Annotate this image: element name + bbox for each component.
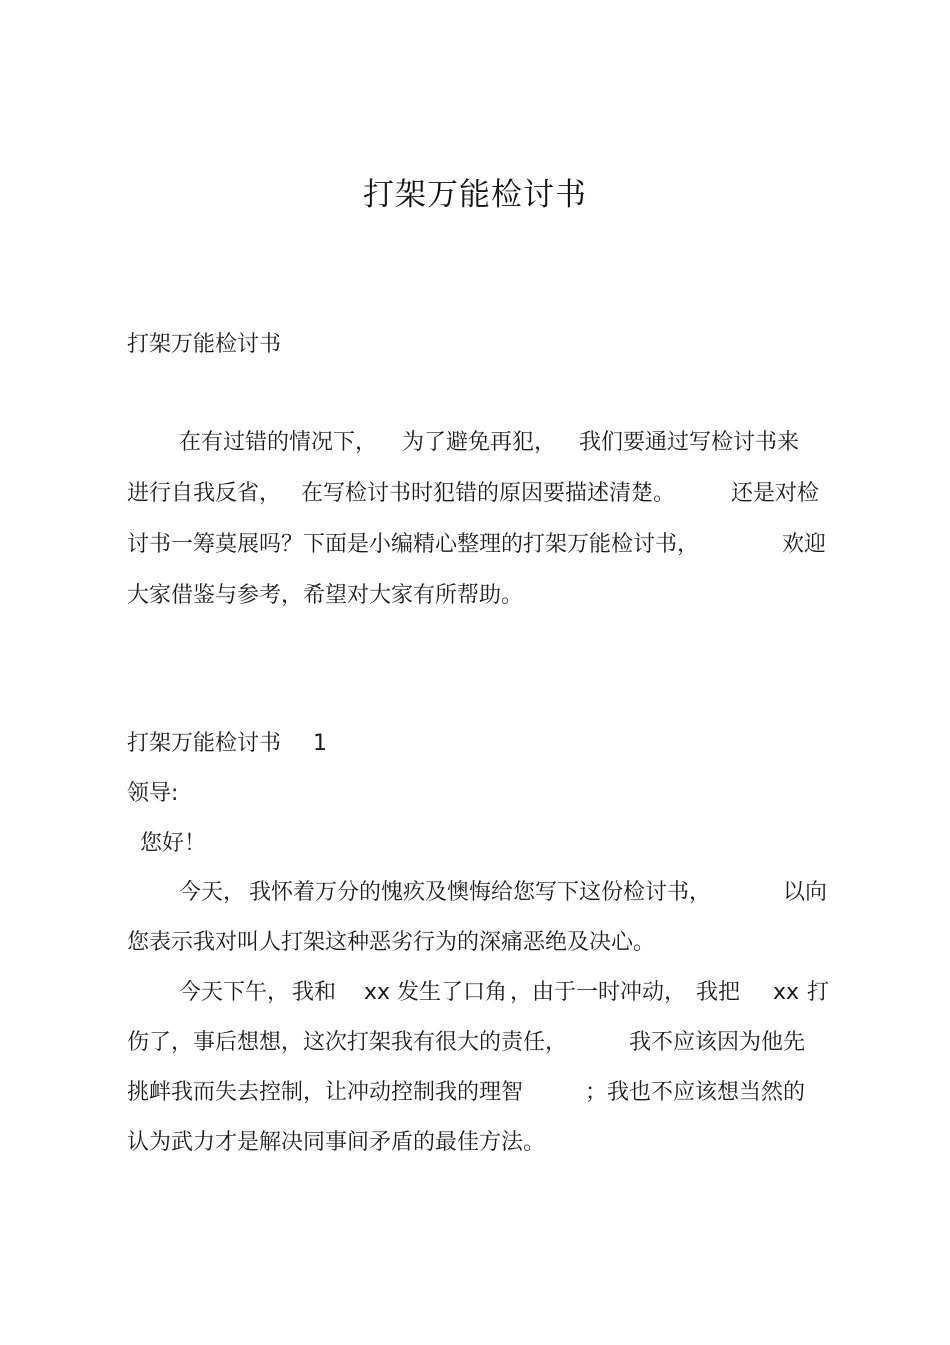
greeting: 您好！ xyxy=(140,831,207,856)
p2-line-1-seg-7: xx xyxy=(773,980,800,1005)
p2-line-2 xyxy=(127,1028,827,1058)
p2-line-4: 认为武力才是解决同事间矛盾的最佳方法。 xyxy=(127,1130,546,1155)
p2-line-1-seg-1: 今天下午， xyxy=(179,980,290,1005)
p2-line-1 xyxy=(127,978,830,1008)
p2-line-1-seg-3: xx xyxy=(364,980,391,1005)
intro-line-2-seg-1: 进行自我反省， xyxy=(127,481,282,506)
intro-line-2 xyxy=(127,479,827,509)
document-title: 打架万能检讨书 xyxy=(363,177,587,213)
p1-line-1-seg-2: 我怀着万分的愧疚及懊悔给您写下这份检讨书， xyxy=(249,880,712,905)
p1-line-1 xyxy=(127,878,827,908)
p2-line-3-seg-1: 挑衅我而失去控制，让冲动控制我的理智 xyxy=(127,1080,524,1105)
section-heading-number: 1 xyxy=(313,731,327,756)
p2-line-1-seg-2: 我和 xyxy=(292,980,337,1005)
p2-line-2-seg-2: 我不应该因为他先 xyxy=(629,1030,806,1055)
document-subtitle: 打架万能检讨书 xyxy=(127,332,282,357)
p1-line-1-seg-1: 今天， xyxy=(179,880,246,905)
p1-line-2: 您表示我对叫人打架这种恶劣行为的深痛恶绝及决心。 xyxy=(127,930,656,955)
p2-line-1-seg-4: 发生了口角 xyxy=(397,980,508,1005)
section-heading xyxy=(127,729,827,759)
p2-line-1-seg-6: 我把 xyxy=(696,980,741,1005)
intro-line-4: 大家借鉴与参考，希望对大家有所帮助。 xyxy=(127,583,524,608)
intro-line-3-seg-2: 欢迎 xyxy=(782,532,827,557)
salutation: 领导: xyxy=(127,781,179,806)
intro-line-2-seg-2: 在写检讨书时犯错的原因要描述清楚。 xyxy=(301,481,676,506)
intro-line-1-seg-1: 在有过错的情况下， xyxy=(179,430,378,455)
intro-line-3-seg-1: 讨书一筹莫展吗？下面是小编精心整理的打架万能检讨书， xyxy=(127,532,700,557)
p2-line-1-seg-5: ，由于一时冲动， xyxy=(510,980,687,1005)
intro-line-1-seg-3: 我们要通过写检讨书来 xyxy=(579,430,800,455)
p1-line-1-seg-3: 以向 xyxy=(783,880,828,905)
p2-line-3 xyxy=(127,1078,827,1108)
intro-line-1-seg-2: 为了避免再犯， xyxy=(402,430,557,455)
intro-line-3 xyxy=(127,530,827,560)
p2-line-3-seg-2: ；我也不应该想当然的 xyxy=(585,1080,806,1105)
intro-line-2-seg-3: 还是对检 xyxy=(731,481,820,506)
p2-line-2-seg-1: 伤了，事后想想，这次打架我有很大的责任， xyxy=(127,1030,568,1055)
section-heading-text: 打架万能检讨书 xyxy=(127,731,282,756)
intro-line-1 xyxy=(127,428,827,458)
p2-line-1-seg-8: 打 xyxy=(807,980,830,1005)
